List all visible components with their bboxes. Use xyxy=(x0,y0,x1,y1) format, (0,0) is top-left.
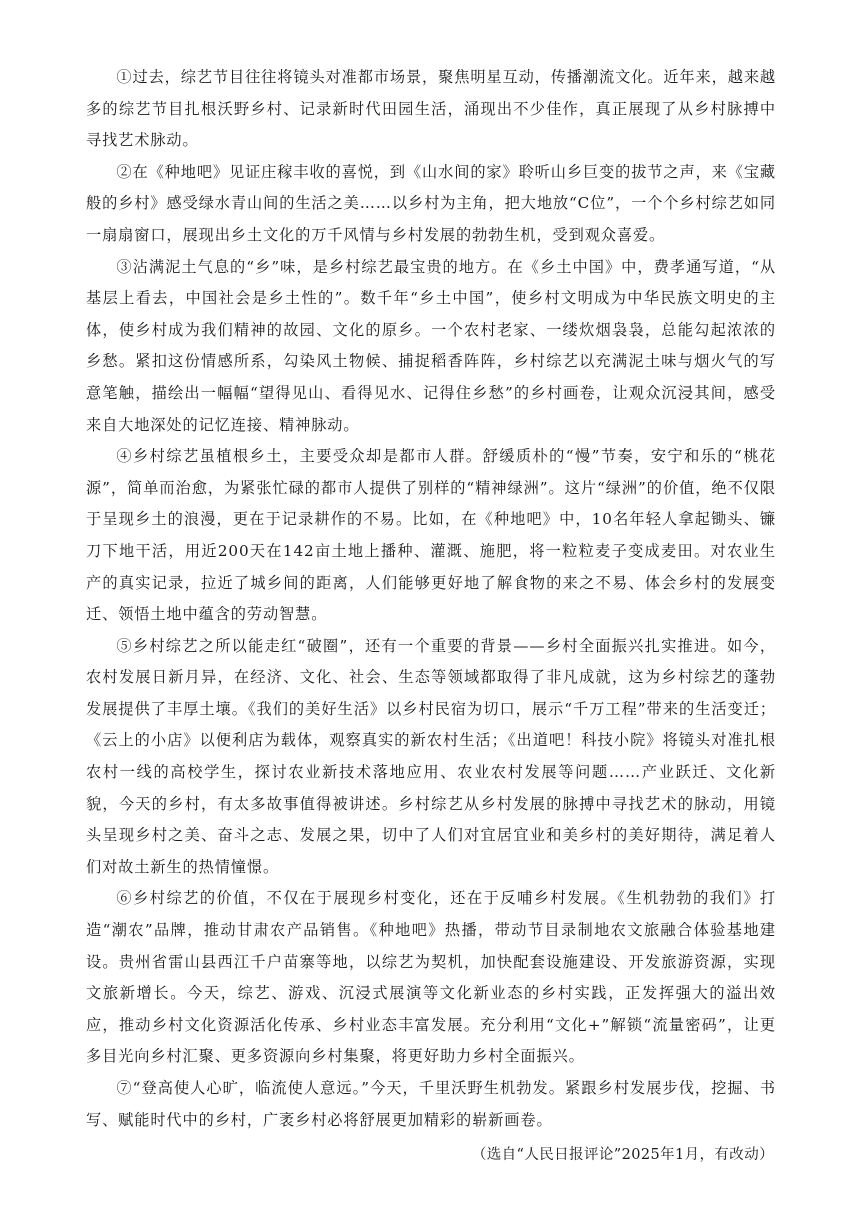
paragraph-5: ⑤乡村综艺之所以能走红“破圈”，还有一个重要的背景——乡村全面振兴扎实推进。如今，农村发展日新月异，在经济、文化、社会、生态等领域都取得了非凡成就，这为乡村综艺的蓬勃发展提供了丰厚土壤。《我们的美好生活》以乡村民宿为切口，展示“千万工程”带来的生活变迁；《云上的小店》以便利店为载体，观察真实的新农村生活；《出道吧！科技小院》将镜头对准扎根农村一线的高校学生，探讨农业新技术落地应用、农业农村发展等问题……产业跃迁、文化新貌，今天的乡村，有太多故事值得被讲述。乡村综艺从乡村发展的脉搏中寻找艺术的脉动，用镜头呈现乡村之美、奋斗之志、发展之果，切中了人们对宜居宜业和美乡村的美好期待，满足着人们对故土新生的热情憧憬。 xyxy=(86,636,776,876)
paragraph-7: ⑦“登高使人心旷，临流使人意远。”今天，千里沃野生机勃发。紧跟乡村发展步伐，挖掘、书写、赋能时代中的乡村，广袤乡村必将舒展更加精彩的崭新画卷。 xyxy=(86,1079,776,1129)
article-body xyxy=(86,62,776,1171)
paragraph-4: ④乡村综艺虽植根乡土，主要受众却是都市人群。舒缓质朴的“慢”节奏，安宁和乐的“桃花源”，简单而治愈，为紧张忙碌的都市人提供了别样的“精神绿洲”。这片“绿洲”的价值，绝不仅限于呈现乡土的浪漫，更在于记录耕作的不易。比如，在《种地吧》中，10名年轻人拿起锄头、镰刀下地干活，用近200天在142亩土地上播种、灌溉、施肥，将一粒粒麦子变成麦田。对农业生产的真实记录，拉近了城乡间的距离，人们能够更好地了解食物的来之不易、体会乡村的发展变迁、领悟土地中蕴含的劳动智慧。 xyxy=(86,447,776,624)
paragraph-3: ③沾满泥土气息的“乡”味，是乡村综艺最宝贵的地方。在《乡土中国》中，费孝通写道，“从基层上看去，中国社会是乡土性的”。数千年“乡土中国”，使乡村文明成为中华民族文明史的主体，使乡村成为我们精神的故园、文化的原乡。一个农村老家、一缕炊烟袅袅，总能勾起浓浓的乡愁。紧扣这份情感所系，勾染风土物候、捕捉稻香阵阵，乡村综艺以充满泥土味与烟火气的写意笔触，描绘出一幅幅“望得见山、看得见水、记得住乡愁”的乡村画卷，让观众沉浸其间，感受来自大地深处的记忆连接、精神脉动。 xyxy=(86,257,776,434)
paragraph-6: ⑥乡村综艺的价值，不仅在于展现乡村变化，还在于反哺乡村发展。《生机勃勃的我们》打造“潮农”品牌，推动甘肃农产品销售。《种地吧》热播，带动节目录制地农文旅融合体验基地建设。贵州省雷山县西江千户苗寨等地，以综艺为契机，加快配套设施建设、开发旅游资源，实现文旅新增长。今天，综艺、游戏、沉浸式展演等文化新业态的乡村实践，正发挥强大的溢出效应，推动乡村文化资源活化传承、乡村业态丰富发展。充分利用“文化+”解锁“流量密码”，让更多目光向乡村汇聚、更多资源向乡村集聚，将更好助力乡村全面振兴。 xyxy=(86,889,776,1066)
source-citation: （选自“人民日报评论”2025年1月，有改动） xyxy=(471,1147,774,1164)
paragraph-1: ①过去，综艺节目往往将镜头对准都市场景，聚焦明星互动，传播潮流文化。近年来，越来越多的综艺节目扎根沃野乡村、记录新时代田园生活，涌现出不少佳作，真正展现了从乡村脉搏中寻找艺术脉动。 xyxy=(86,68,776,150)
paragraph-2: ②在《种地吧》见证庄稼丰收的喜悦，到《山水间的家》聆听山乡巨变的拔节之声，来《宝藏般的乡村》感受绿水青山间的生活之美……以乡村为主角，把大地放“C位”，一个个乡村综艺如同一扇扇窗口，展现出乡土文化的万千风情与乡村发展的勃勃生机，受到观众喜爱。 xyxy=(86,162,776,244)
